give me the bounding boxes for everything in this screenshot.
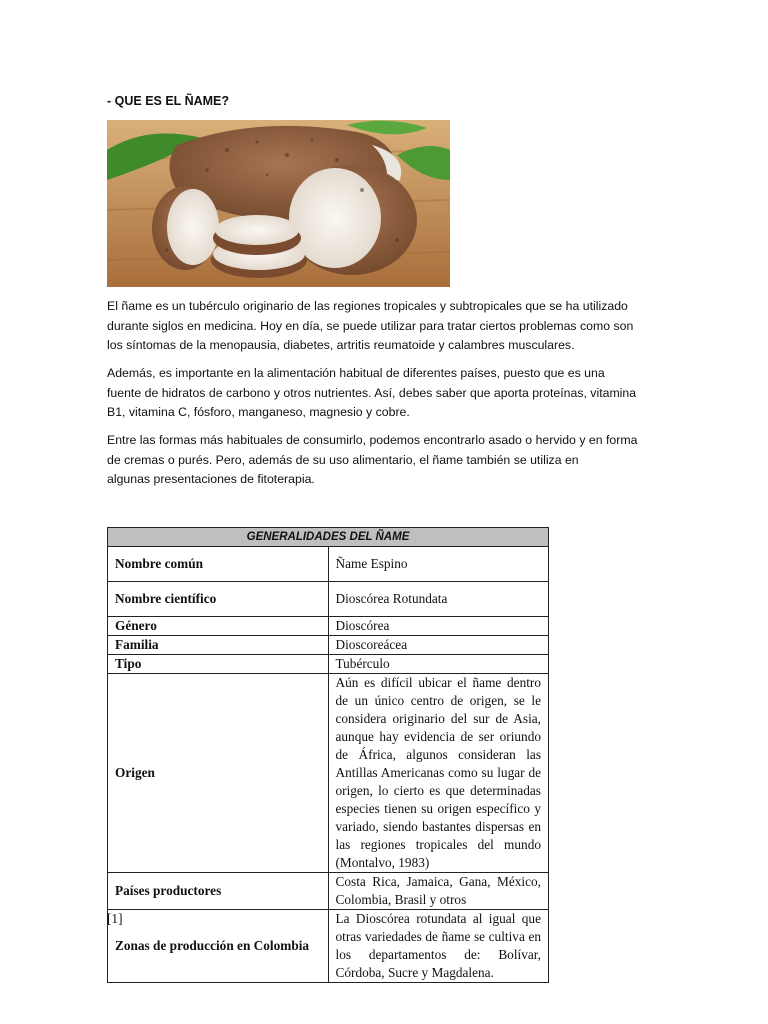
table-row xyxy=(108,873,549,910)
row-value: Ñame Espino xyxy=(328,547,549,582)
text-line: de cremas o purés. Pero, además de su uso alimentario, el ñame también se utiliza en xyxy=(107,452,579,467)
table-row xyxy=(108,655,549,674)
table-row xyxy=(108,636,549,655)
table-row xyxy=(108,617,549,636)
text-line: los síntomas de la menopausia, diabetes, artritis reumatoide y calambres musculares. xyxy=(107,338,575,352)
paragraph-nutrition xyxy=(107,364,667,423)
text-line: Entre las formas más habituales de consumirlo, podemos encontrarlo asado o hervido y en forma xyxy=(107,433,638,447)
paragraph-intro xyxy=(107,297,667,356)
yam-photo xyxy=(107,120,450,287)
text-line: durante siglos en medicina. Hoy en día, se puede utilizar para tratar ciertos problemas como son xyxy=(107,318,634,333)
row-value: La Dioscórea rotundata al igual que otras variedades de ñame se cultiva en los departamentos de: Bolívar, Córdoba, Sucre y Magdalena. xyxy=(328,910,549,983)
table-row xyxy=(108,547,549,582)
row-value: Aún es difícil ubicar el ñame dentro de un único centro de origen, se le considera originario del sur de Asia, aunque hay evidencia de ser oriundo de África, algunos consideran las Antillas Americanas como su lugar de origen, lo cierto es que determinadas especies tienen su origen específico y variado, siendo bastantes dispersas en las regiones tropicales del mundo (Montalvo, 1983) xyxy=(328,674,549,873)
table-row xyxy=(108,674,549,873)
text-line: Además, es importante en la alimentación habitual de diferentes países, puesto que es una xyxy=(107,366,605,380)
row-label: Zonas de producción en Colombia xyxy=(108,910,329,983)
section-heading: - QUE ES EL ÑAME? xyxy=(107,94,230,108)
text-line: algunas presentaciones de fitoterapia. xyxy=(107,472,315,486)
table-title: GENERALIDADES DEL ÑAME xyxy=(108,528,549,547)
row-label: Nombre común xyxy=(108,547,329,582)
row-value: Dioscoreácea xyxy=(328,636,549,655)
row-label: Países productores xyxy=(108,873,329,910)
table-row xyxy=(108,910,549,983)
table-row xyxy=(108,582,549,617)
text-line: B1, vitamina C, fósforo, manganeso, magnesio y cobre. xyxy=(107,405,410,419)
generalities-table xyxy=(107,527,549,983)
row-label: Tipo xyxy=(108,655,329,674)
row-label: Nombre científico xyxy=(108,582,329,617)
text-line: fuente de hidratos de carbono y otros nutrientes. Así, debes saber que aporta proteínas, vitamina xyxy=(107,385,637,400)
row-value: Dioscórea Rotundata xyxy=(328,582,549,617)
reference-marker: [1] xyxy=(107,911,123,926)
row-label: Origen xyxy=(108,674,329,873)
row-value: Tubérculo xyxy=(328,655,549,674)
paragraph-consumption xyxy=(107,431,667,490)
row-label: Familia xyxy=(108,636,329,655)
row-value: Dioscórea xyxy=(328,617,549,636)
row-label: Género xyxy=(108,617,329,636)
text-line: El ñame es un tubérculo originario de las regiones tropicales y subtropicales que se ha utilizado xyxy=(107,299,628,313)
row-value: Costa Rica, Jamaica, Gana, México, Colombia, Brasil y otros xyxy=(328,873,549,910)
